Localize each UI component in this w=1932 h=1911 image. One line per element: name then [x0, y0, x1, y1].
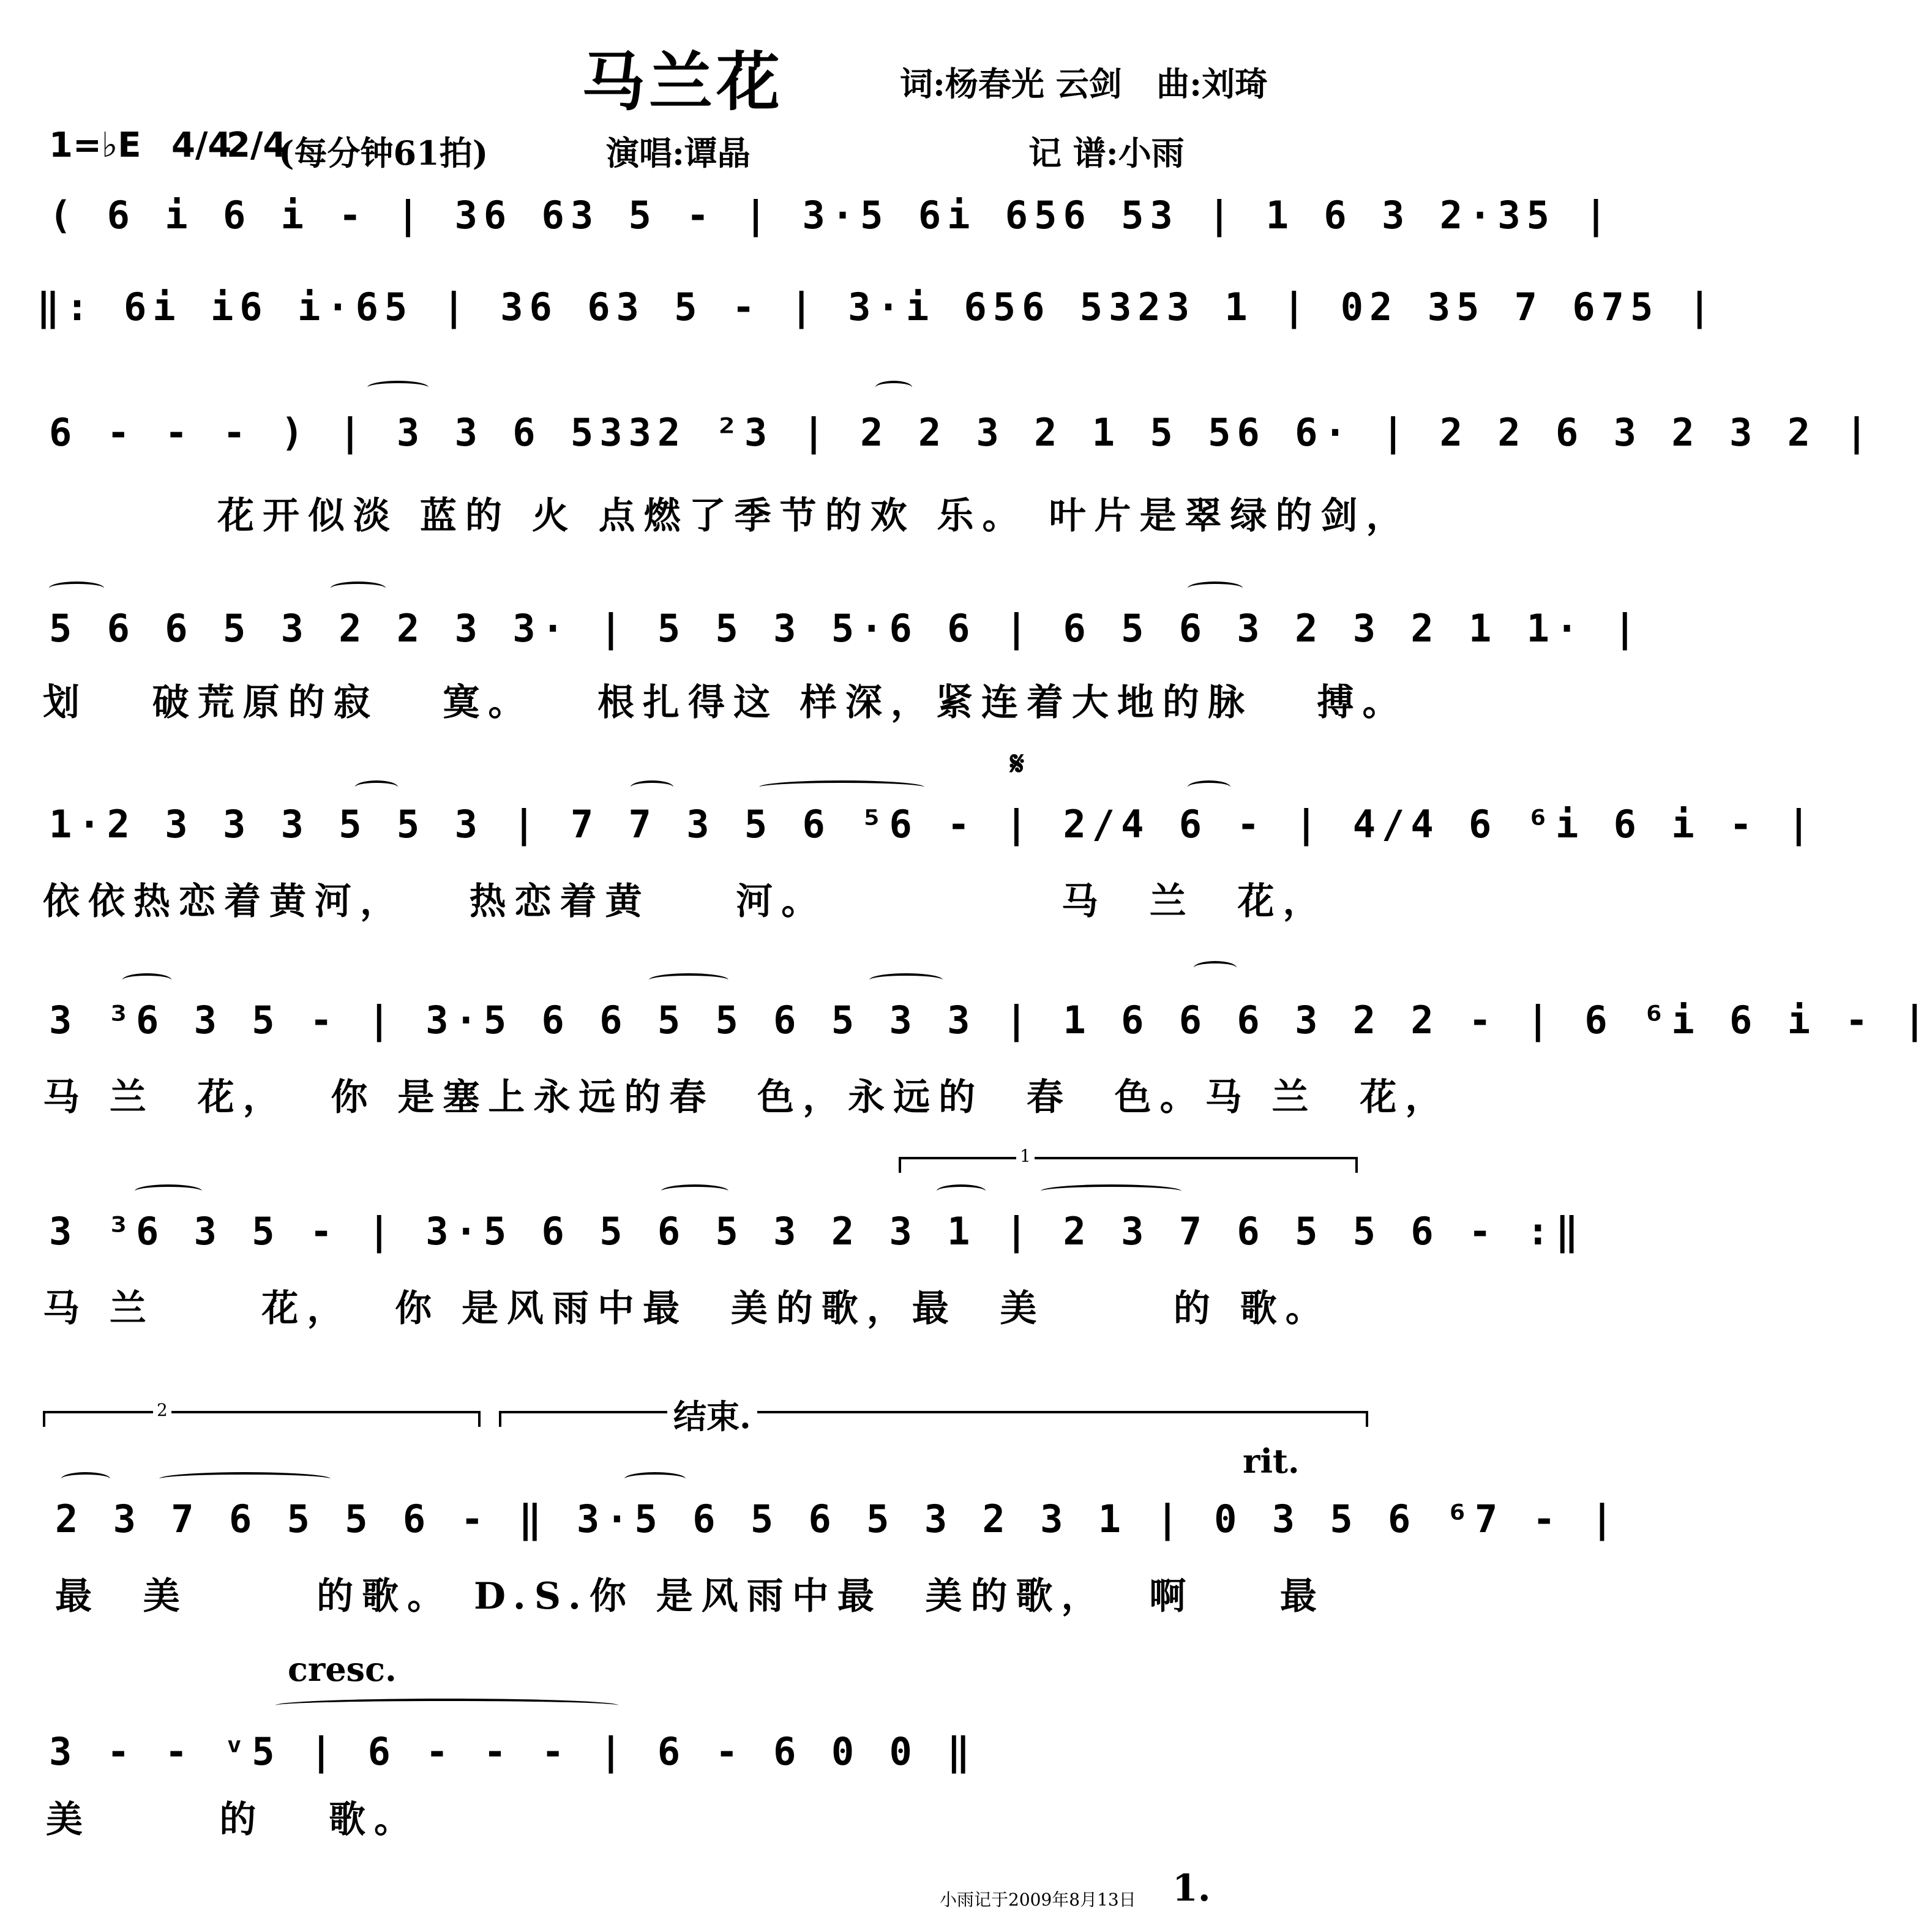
- tie: [49, 582, 104, 595]
- system-2-notes: ‖: 6i i6 i·65 | 36 63 5 - | 3·i 656 5323 1 | 02 35 7 675 |: [37, 285, 1717, 329]
- tie: [367, 381, 429, 394]
- credits: 词:杨春光 云剑 曲:刘琦: [900, 64, 1268, 103]
- tie: [1041, 1184, 1181, 1198]
- system-6-notes: 3 ³6 3 5 - | 3·5 6 6 5 5 6 5 3 3 | 1 6 6 6 3 2 2 - | 6 ⁶i 6 i - |: [49, 998, 1932, 1042]
- tie: [331, 582, 386, 595]
- ending-bracket-end: [1366, 1411, 1368, 1427]
- volta-2-end: [478, 1411, 481, 1427]
- volta-1-end: [1355, 1157, 1358, 1173]
- song-title: 马兰花: [582, 44, 784, 119]
- volta-1-number: 1: [1016, 1146, 1035, 1166]
- tie: [869, 973, 943, 987]
- system-8-notes: 2 3 7 6 5 5 6 - ‖ 3·5 6 5 6 5 3 2 3 1 | 0 3 5 6 ⁶7 - |: [55, 1497, 1620, 1541]
- system-3-notes: 6 - - - ) | 3 3 6 5332 ²3 | 2 2 3 2 1 5 56 6· | 2 2 6 3 2 3 2 |: [49, 410, 1874, 455]
- tie: [355, 780, 398, 794]
- system-6-lyrics: 马 兰 花， 你 是塞上永远的春 色，永远的 春 色。马 兰 花，: [43, 1076, 1451, 1119]
- system-5-notes: 1·2 3 3 3 5 5 3 | 7 7 3 5 6 ⁵6 - | 2/4 6 - | 4/4 6 ⁶i 6 i - |: [49, 802, 1816, 847]
- time-signature-1: 4/4: [171, 125, 232, 165]
- rit-mark: rit.: [1243, 1442, 1300, 1481]
- key-signature: 1=♭E: [49, 125, 141, 165]
- system-4-lyrics: 划 破荒原的寂 寞。 根扎得这 样深，紧连着大地的脉 搏。: [43, 681, 1408, 724]
- tie: [631, 780, 673, 794]
- tie: [1194, 961, 1237, 974]
- tie: [61, 1472, 110, 1486]
- system-7-lyrics: 马 兰 花， 你 是风雨中最 美的歌，最 美 的 歌。: [43, 1287, 1331, 1330]
- tie: [661, 1184, 728, 1198]
- singer: 演唱:谭晶: [606, 133, 751, 173]
- tie: [937, 1184, 986, 1198]
- volta-2-number: 2: [153, 1400, 171, 1420]
- system-9-lyrics: 美 的 歌。: [46, 1798, 419, 1841]
- footer-note: 小雨记于2009年8月13日: [940, 1890, 1136, 1910]
- tempo: (每分钟61拍): [279, 133, 489, 173]
- tie: [122, 973, 171, 987]
- system-3-lyrics: 花开似淡 蓝的 火 点燃了季节的欢 乐。 叶片是翠绿的剑，: [217, 495, 1412, 537]
- tie: [624, 1472, 686, 1486]
- ending-bracket-line: [499, 1411, 1368, 1413]
- cresc-mark: cresc.: [288, 1650, 397, 1689]
- tie: [1188, 780, 1230, 794]
- tie: [1188, 582, 1243, 595]
- system-8-lyrics: 最 美 的歌。 D.S.你 是风雨中最 美的歌， 啊 最: [55, 1575, 1325, 1618]
- tie: [875, 381, 912, 394]
- ending-label: 结束.: [667, 1391, 757, 1438]
- volta-2-line: [43, 1411, 481, 1413]
- tie: [159, 1472, 331, 1486]
- volta-1-line: [899, 1157, 1358, 1159]
- page-number: 1.: [1172, 1867, 1211, 1910]
- tie: [135, 1184, 202, 1198]
- tie: [649, 973, 728, 987]
- transcriber: 记 谱:小雨: [1028, 133, 1185, 173]
- system-5-lyrics: 依依热恋着黄河， 热恋着黄 河。 马 兰 花，: [43, 880, 1328, 923]
- system-9-notes: 3 - - ᵛ5 | 6 - - - | 6 - 6 0 0 ‖: [49, 1729, 976, 1774]
- time-signature-2: 2/4: [227, 125, 287, 165]
- system-7-notes: 3 ³6 3 5 - | 3·5 6 5 6 5 3 2 3 1 | 2 3 7 6 5 5 6 - :‖: [49, 1209, 1585, 1254]
- segno-sign: 𝄋: [1010, 744, 1025, 783]
- tie: [275, 1699, 618, 1712]
- tie: [759, 780, 924, 794]
- system-4-notes: 5 6 6 5 3 2 2 3 3· | 5 5 3 5·6 6 | 6 5 6 3 2 3 2 1 1· |: [49, 606, 1642, 651]
- system-1-notes: ( 6 i 6 i - | 36 63 5 - | 3·5 6i 656 53 | 1 6 3 2·35 |: [49, 193, 1614, 237]
